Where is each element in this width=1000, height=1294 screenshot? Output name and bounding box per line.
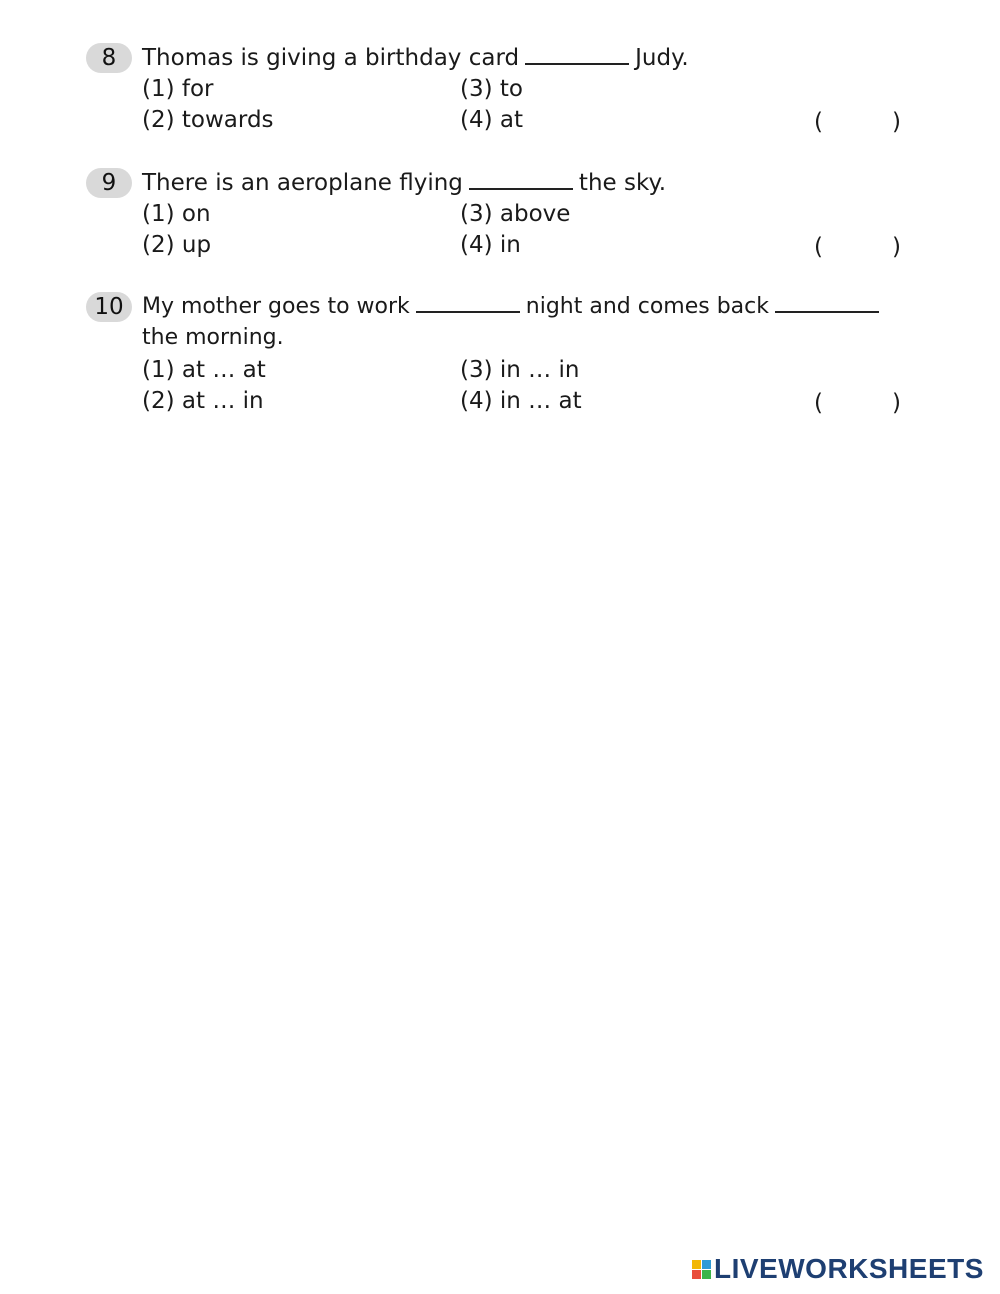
logo-square xyxy=(692,1270,701,1279)
question-number-10: 10 xyxy=(86,292,132,322)
question-8-option-3: (3) to xyxy=(460,76,523,102)
question-9-stem xyxy=(142,168,666,198)
answer-bracket-open: ( xyxy=(814,390,823,416)
answer-bracket-close: ) xyxy=(892,234,901,260)
question-10-option-4: (4) in … at xyxy=(460,388,582,414)
question-number-9: 9 xyxy=(86,168,132,198)
question-10-option-1: (1) at … at xyxy=(142,357,266,383)
logo-square xyxy=(702,1270,711,1279)
question-8-option-4: (4) at xyxy=(460,107,524,133)
question-9-option-4: (4) in xyxy=(460,232,521,258)
question-8-option-1: (1) for xyxy=(142,76,214,102)
answer-bracket-close: ) xyxy=(892,109,901,135)
question-10-option-2: (2) at … in xyxy=(142,388,264,414)
answer-bracket-open: ( xyxy=(814,234,823,260)
question-8-option-2: (2) towards xyxy=(142,107,274,133)
question-9-option-2: (2) up xyxy=(142,232,212,258)
question-9-stem-part2: the sky. xyxy=(578,170,667,196)
question-number-8: 8 xyxy=(86,43,132,73)
question-8-stem xyxy=(142,43,689,73)
logo-square xyxy=(702,1260,711,1269)
answer-bracket-open: ( xyxy=(814,109,823,135)
answer-blank[interactable] xyxy=(525,45,629,65)
answer-blank[interactable] xyxy=(469,170,573,190)
question-9-option-3: (3) above xyxy=(460,201,571,227)
question-10-stem-part1: My mother goes to work xyxy=(142,294,410,319)
question-9-option-1: (1) on xyxy=(142,201,211,227)
question-9-stem-part1: There is an aeroplane flying xyxy=(142,170,463,196)
question-8-stem-part2: Judy. xyxy=(635,45,689,71)
answer-bracket-close: ) xyxy=(892,390,901,416)
question-10-option-3: (3) in … in xyxy=(460,357,580,383)
liveworksheets-logo xyxy=(692,1252,984,1286)
logo-square xyxy=(692,1260,701,1269)
question-10-stem-line2: the morning. xyxy=(142,325,284,350)
answer-blank[interactable] xyxy=(416,293,520,313)
question-10-stem-part2: night and comes back xyxy=(525,294,769,319)
logo-text: LIVEWORKSHEETS xyxy=(714,1253,984,1284)
question-8-stem-part1: Thomas is giving a birthday card xyxy=(142,45,520,71)
answer-blank[interactable] xyxy=(775,293,879,313)
question-10-stem-line1 xyxy=(142,292,885,322)
logo-squares-icon xyxy=(692,1260,711,1279)
